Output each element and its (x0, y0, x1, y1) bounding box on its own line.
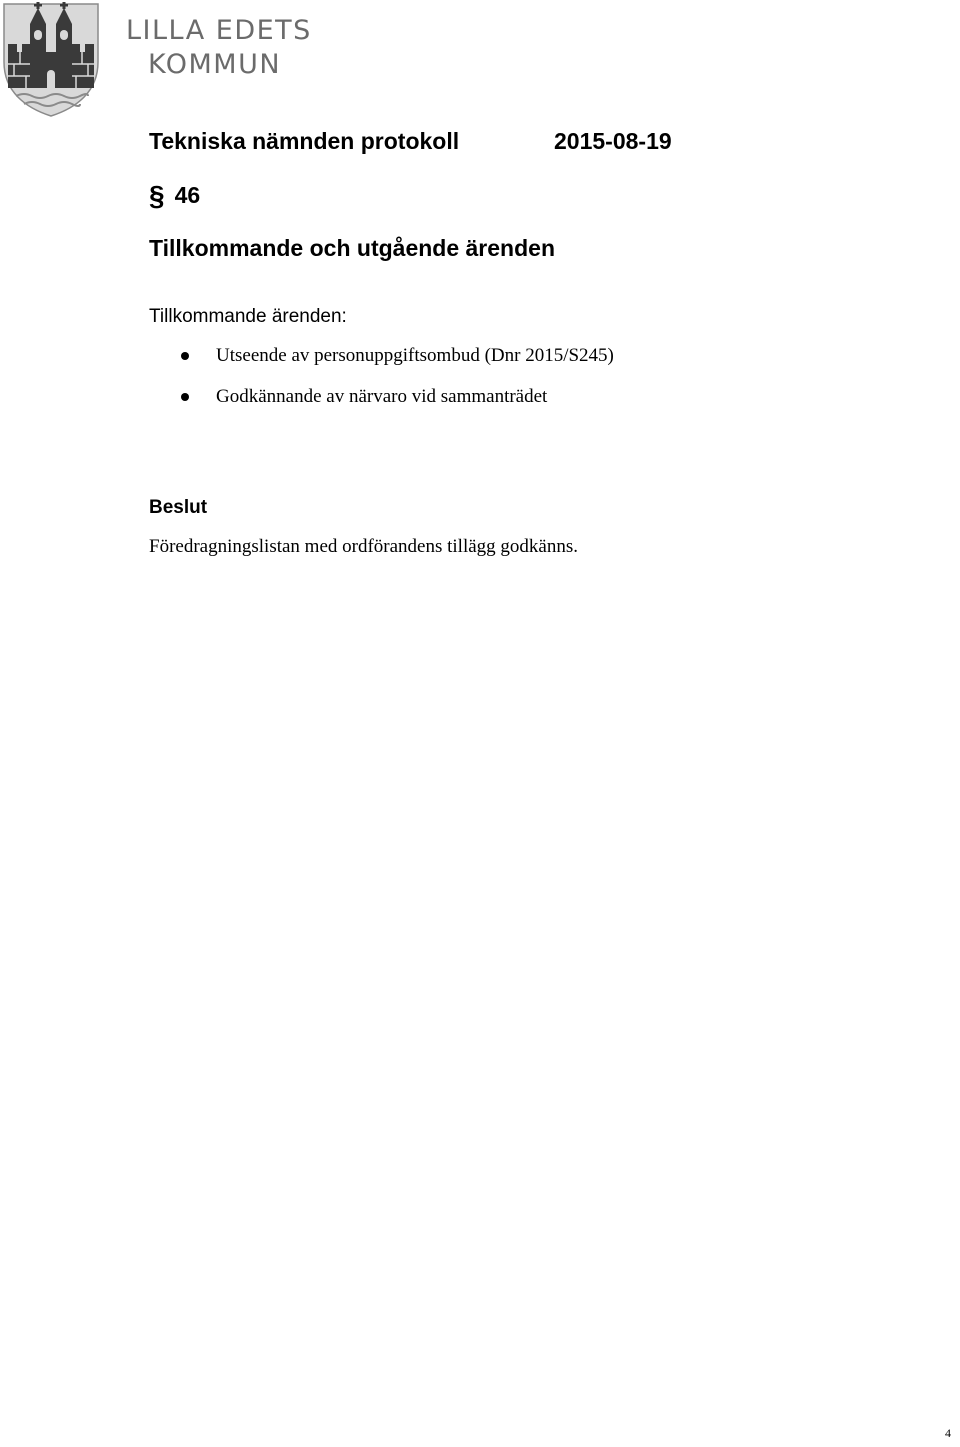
document-header (149, 126, 672, 156)
list-item (149, 382, 614, 411)
wordmark-line-1: LILLA EDETS (126, 15, 312, 46)
list-item (149, 341, 614, 370)
document-title: Tekniska nämnden protokoll (149, 128, 460, 154)
incoming-matters-heading: Tillkommande ärenden: (149, 306, 347, 327)
decision-heading: Beslut (149, 497, 208, 518)
municipality-wordmark (126, 14, 312, 82)
meeting-date: 2015-08-19 (554, 128, 672, 154)
section-title: Tillkommande och utgående ärenden (149, 235, 555, 261)
paragraph-number: 46 (174, 182, 201, 208)
municipality-crest-logo (2, 0, 100, 118)
bullet-icon (181, 393, 189, 401)
incoming-matters-list (149, 341, 614, 423)
list-item-text: Utseende av personuppgiftsombud (Dnr 2015/S245) (216, 345, 614, 366)
list-item-text: Godkännande av närvaro vid sammanträdet (216, 386, 548, 407)
wordmark-line-2: KOMMUN (148, 49, 282, 80)
decision-text: Föredragningslistan med ordförandens tillägg godkänns. (149, 536, 579, 557)
paragraph-sign: § (149, 180, 165, 211)
section-number (149, 180, 200, 211)
bullet-icon (181, 352, 189, 360)
page-number: 4 (945, 1426, 951, 1440)
